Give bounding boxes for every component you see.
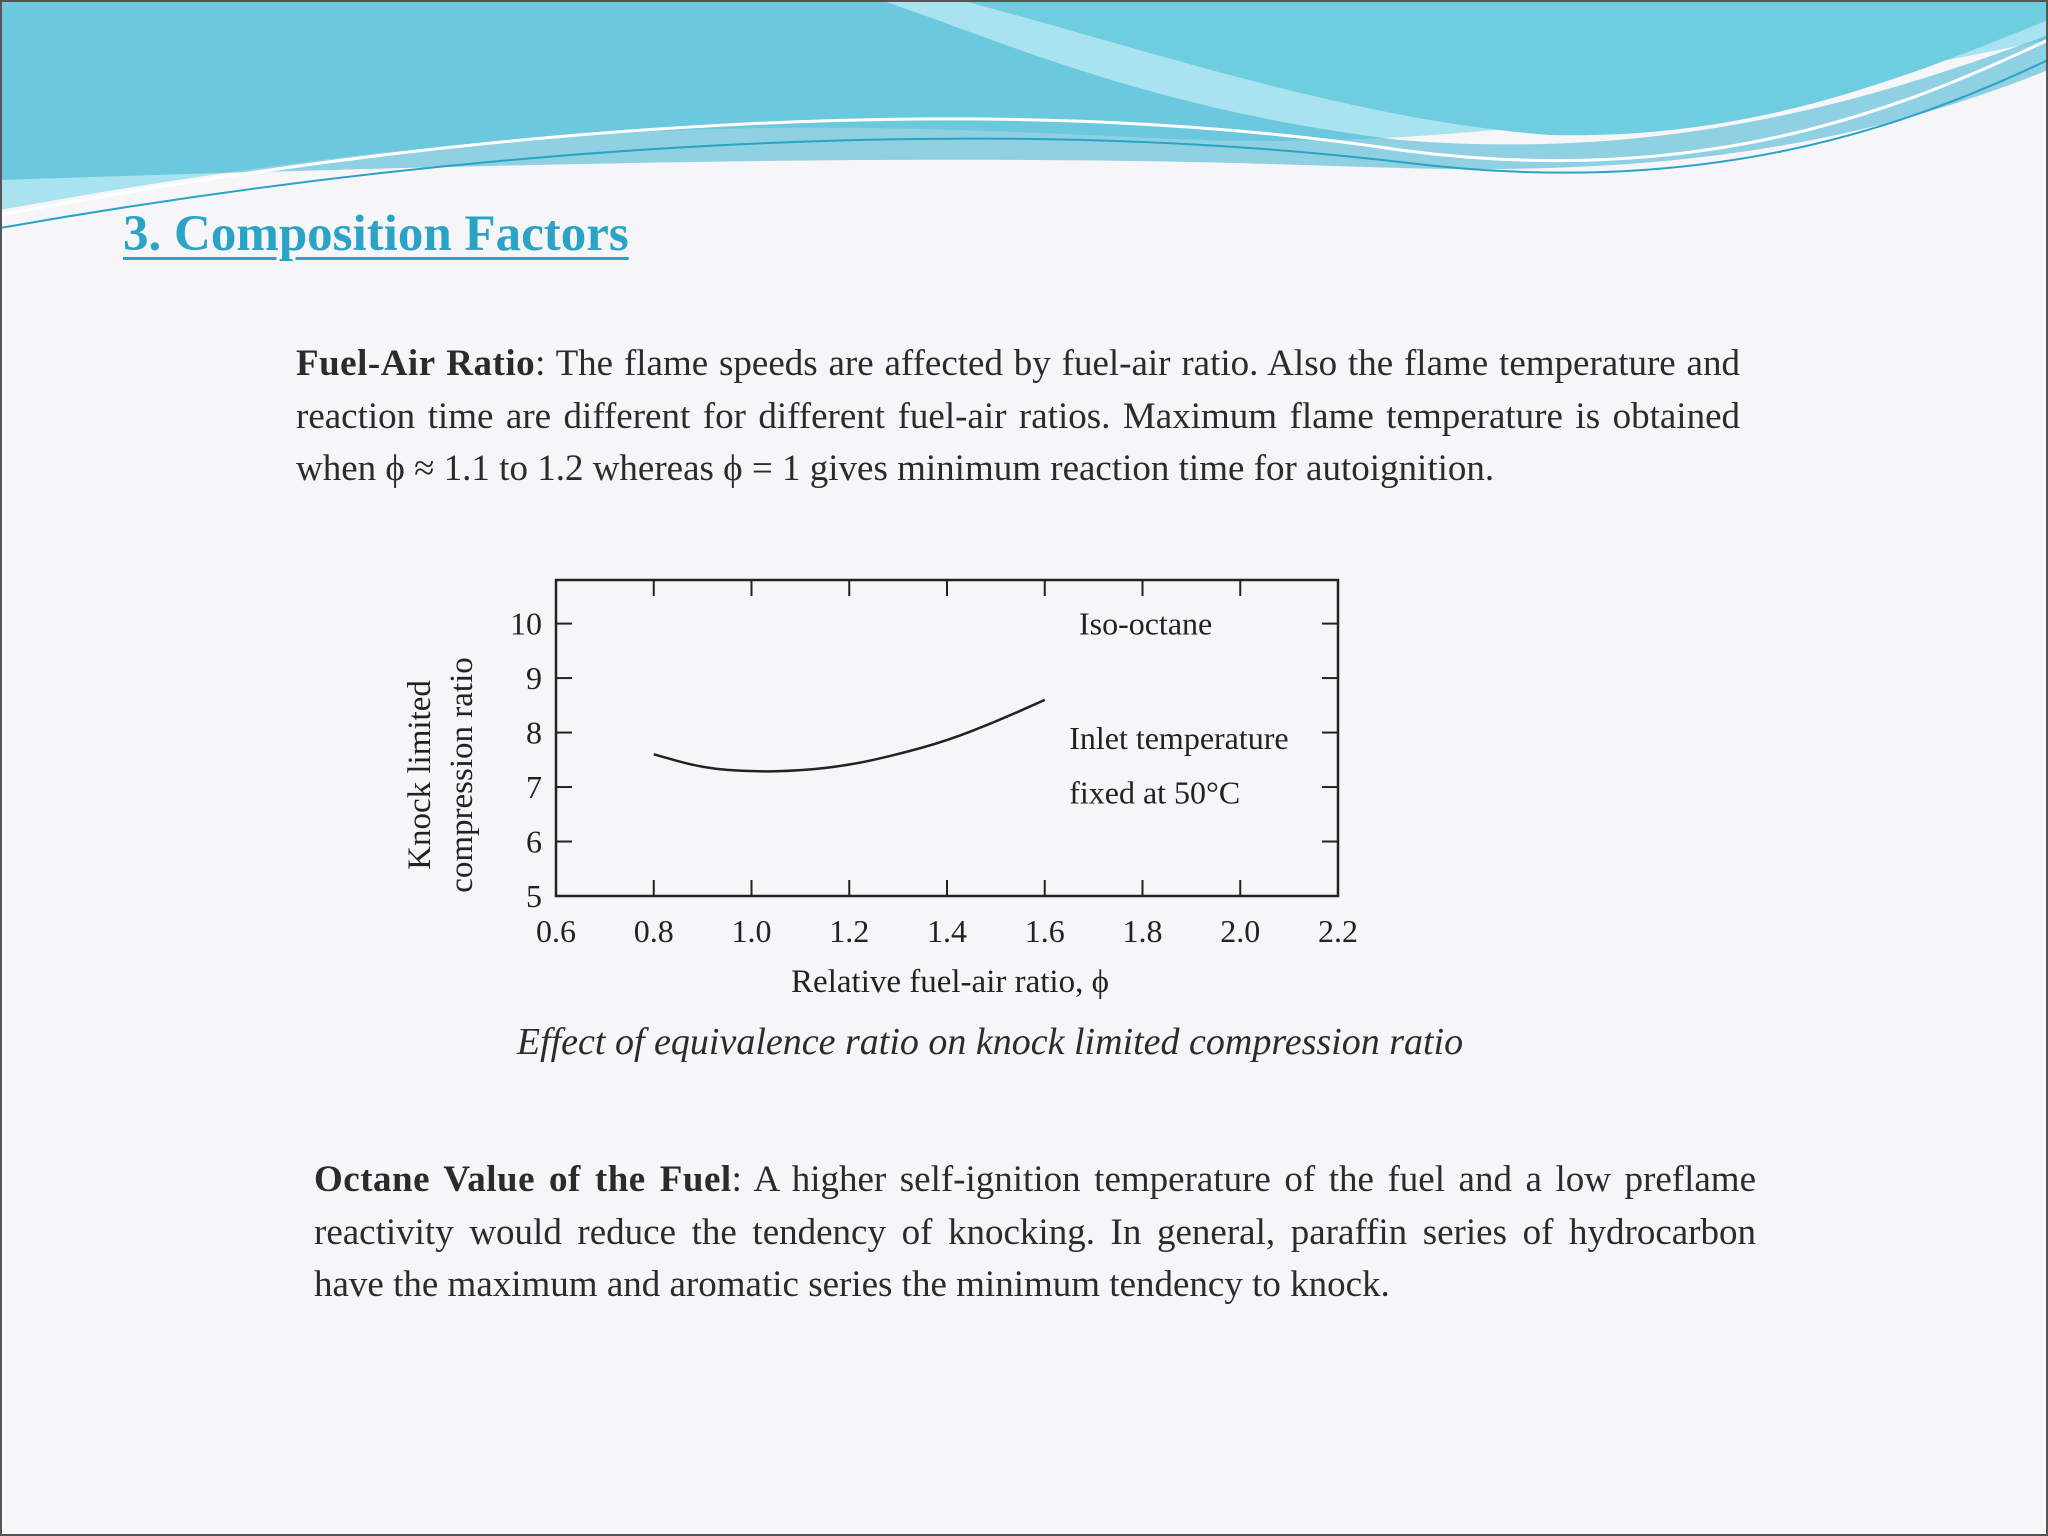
- x-tick-label: 1.0: [731, 913, 772, 949]
- annotation-inlet1: Inlet temperature: [1069, 719, 1289, 756]
- x-axis-label: Relative fuel-air ratio, ϕ: [791, 964, 1109, 1000]
- y-tick-label: 7: [526, 769, 542, 806]
- annotation-layer: [1069, 605, 1288, 810]
- series-layer: [654, 700, 1045, 771]
- chart-caption: Effect of equivalence ratio on knock limited compression ratio: [516, 1021, 1464, 1063]
- x-tick-label: 1.2: [829, 913, 870, 949]
- knock-compression-chart: [380, 560, 1400, 1020]
- octane-value-text: A higher self-ignition temperature of the fuel and a low preflame reactivity would reduce the tendency of knocking. In general, paraffin series of hydrocarbon have the maximum and aromatic series the minimum tendency to knock.: [314, 1159, 1757, 1305]
- x-axis-ticks: [536, 580, 1358, 949]
- slide-title: 3. Composition Factors: [123, 206, 629, 262]
- header-wave-decoration: [0, 0, 2048, 240]
- x-tick-label: 1.8: [1122, 913, 1163, 949]
- y-tick-label: 5: [526, 878, 542, 914]
- x-tick-label: 2.2: [1318, 913, 1358, 949]
- y-tick-label: 10: [510, 605, 542, 642]
- y-tick-label: 8: [526, 714, 542, 751]
- fuel-air-ratio-heading: Fuel-Air Ratio: [296, 343, 536, 384]
- fuel-air-ratio-paragraph: Fuel-Air Ratio: The flame speeds are affected by fuel-air ratio. Also the flame temperature and reaction time are different for different fuel-air ratios. Maximum flame temperature is obtained when ϕ ≈ 1.1 to 1.2 whereas ϕ = 1 gives minimum reaction time for autoignition.: [296, 343, 1740, 489]
- annotation-inlet2: fixed at 50°C: [1069, 774, 1241, 811]
- y-axis-label-line1: Knock limited: [402, 680, 438, 870]
- x-tick-label: 1.6: [1024, 913, 1065, 949]
- x-tick-label: 1.4: [927, 913, 967, 949]
- annotation-fuel: Iso-octane: [1078, 605, 1213, 642]
- octane-value-paragraph: Octane Value of the Fuel: A higher self-ignition temperature of the fuel and a low preflame reactivity would reduce the tendency of knocking. In general, paraffin series of hydrocarbon have the maximum and aromatic series the minimum tendency to knock.: [314, 1159, 1757, 1305]
- series-line-iso-octane: [654, 700, 1045, 771]
- y-axis-label-line2: compression ratio: [444, 657, 480, 893]
- x-tick-label: 2.0: [1220, 913, 1261, 949]
- x-tick-label: 0.8: [633, 913, 674, 949]
- y-tick-label: 6: [526, 823, 542, 860]
- x-tick-label: 0.6: [536, 913, 576, 949]
- fuel-air-ratio-text: The flame speeds are affected by fuel-air ratio. Also the flame temperature and reaction time are different for different fuel-air ratios. Maximum flame temperature is obtained when ϕ ≈ 1.1 to 1.2 whereas ϕ = 1 gives minimum reaction time for autoignition.: [296, 343, 1740, 489]
- y-axis-ticks: [510, 606, 1338, 914]
- octane-value-heading: Octane Value of the Fuel: [314, 1159, 732, 1200]
- y-tick-label: 9: [526, 660, 542, 697]
